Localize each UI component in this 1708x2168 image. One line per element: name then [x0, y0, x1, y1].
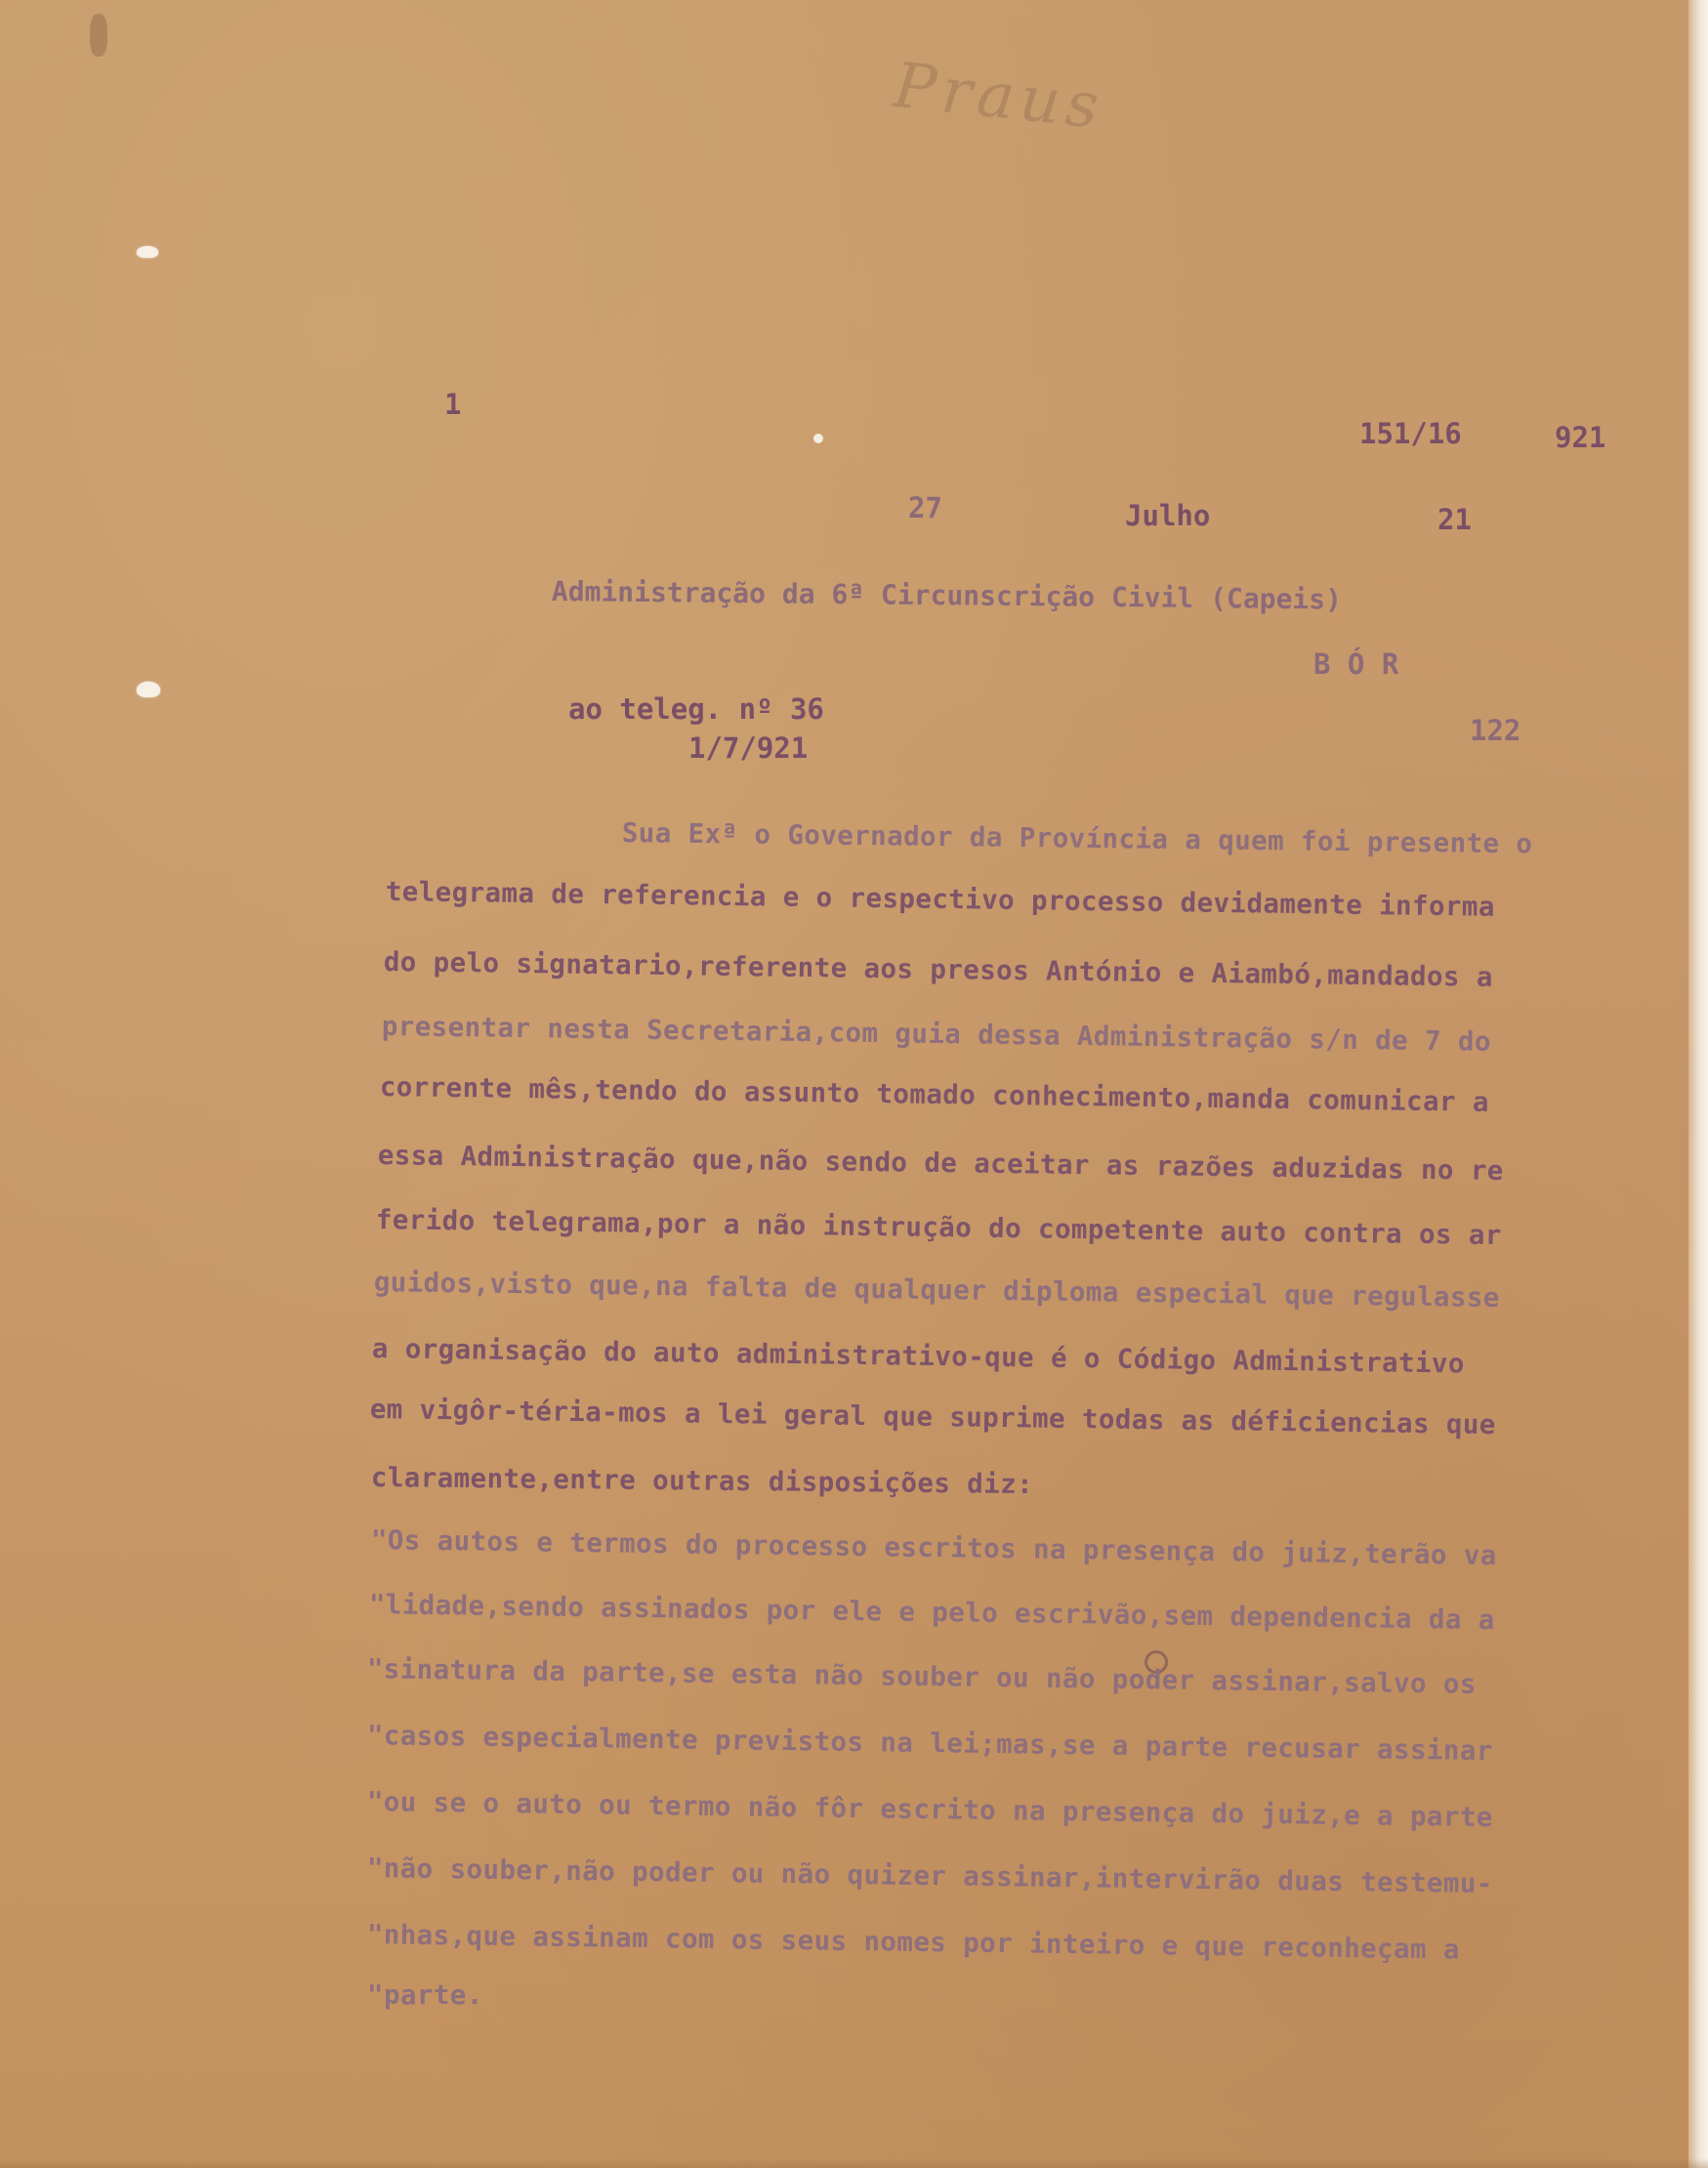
- reference-year: 921: [1555, 421, 1606, 454]
- body-line: em vigôr-téria-mos a lei geral que suprime todas as déficiencias que: [369, 1394, 1496, 1441]
- document-number: 122: [1470, 714, 1521, 747]
- paper-tear-mark: [90, 14, 107, 57]
- quote-line: "Os autos e termos do processo escritos na presença do juiz,terão va: [370, 1524, 1497, 1572]
- paper-speck: [813, 434, 823, 443]
- reference-number: 151/16: [1359, 417, 1462, 450]
- paper-bottom-edge: [0, 2158, 1708, 2168]
- date-day: 27: [908, 491, 942, 524]
- body-line: guidos,visto que,na falta de qualquer diploma especial que regulasse: [373, 1267, 1500, 1314]
- body-line: claramente,entre outras disposições diz:: [370, 1462, 1034, 1501]
- date-month: Julho: [1125, 499, 1211, 532]
- punch-hole-bottom: [137, 682, 160, 697]
- date-year: 21: [1437, 503, 1472, 536]
- quote-line: "não souber,não poder ou não quizer assinar,intervirão duas testemu-: [366, 1853, 1493, 1900]
- reply-reference: ao teleg. nº 36: [568, 692, 824, 726]
- quote-line: "casos especialmente previstos na lei;mas,se a parte recusar assinar: [366, 1720, 1493, 1768]
- body-line: essa Administração que,não sendo de aceitar as razões aduzidas no re: [377, 1140, 1504, 1188]
- location: B Ó R: [1313, 647, 1399, 681]
- quote-line: "nhas,que assinam com os seus nomes por inteiro e que reconheçam a: [366, 1919, 1461, 1966]
- punch-hole-top: [137, 246, 158, 258]
- paper-right-edge: [1688, 0, 1708, 2168]
- addressee: Administração da 6ª Circunscrição Civil (Capeis): [551, 575, 1343, 616]
- body-line: do pelo signatario,referente aos presos António e Aiambó,mandados a: [383, 946, 1494, 993]
- quote-line: "parte.: [367, 1980, 483, 2011]
- body-line: presentar nesta Secretaria,com guia dessa Administração s/n de 7 do: [381, 1011, 1492, 1058]
- quote-line: "lidade,sendo assinados por ele e pelo escrivão,sem dependencia da a: [368, 1589, 1495, 1637]
- body-line: Sua Exª o Governador da Província a quem foi presente o: [621, 817, 1533, 860]
- body-line: ferido telegrama,por a não instrução do competente auto contra os ar: [375, 1204, 1502, 1252]
- page-number: 1: [444, 388, 462, 421]
- quote-line: "sinatura da parte,se esta não souber ou não poder assinar,salvo os: [366, 1653, 1478, 1700]
- reply-date: 1/7/921: [688, 731, 809, 765]
- body-line: a organisação do auto administrativo-que é o Código Administrativo: [371, 1333, 1466, 1380]
- body-line: corrente mês,tendo do assunto tomado conhecimento,manda comunicar a: [379, 1071, 1490, 1118]
- body-line: telegrama de referencia e o respectivo processo devidamente informa: [385, 876, 1496, 923]
- pencil-annotation: Praus: [890, 49, 1108, 145]
- quote-line: "ou se o auto ou termo não fôr escrito na presença do juiz,e a parte: [366, 1786, 1493, 1834]
